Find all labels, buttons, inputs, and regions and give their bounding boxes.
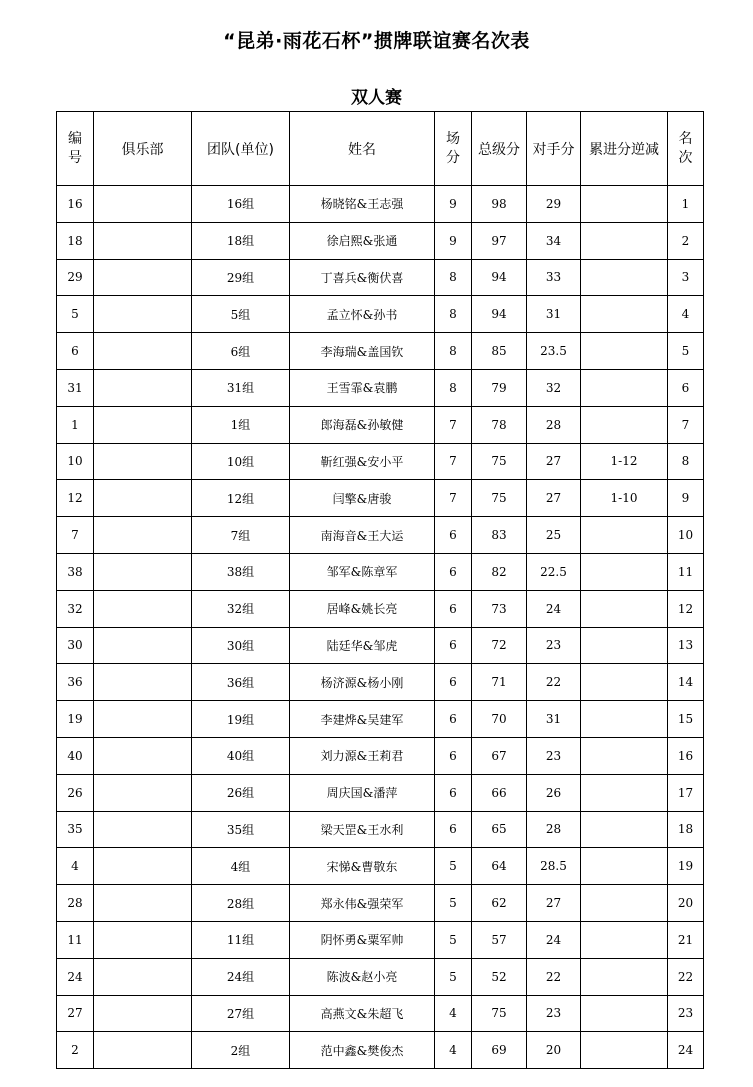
cell-rank: 4 <box>668 296 704 333</box>
cell-name: 李建烨&吴建军 <box>290 701 435 738</box>
cell-progressive-tiebreak <box>581 774 668 811</box>
cell-team: 28组 <box>192 885 290 922</box>
cell-name: 刘力源&王莉君 <box>290 737 435 774</box>
cell-opponent-points: 27 <box>527 885 581 922</box>
cell-number: 12 <box>57 480 94 517</box>
cell-opponent-points: 22 <box>527 664 581 701</box>
cell-total-level-points: 98 <box>472 186 527 223</box>
cell-match-points: 6 <box>435 664 472 701</box>
cell-number: 36 <box>57 664 94 701</box>
cell-name: 邹军&陈章军 <box>290 553 435 590</box>
table-row <box>57 664 704 701</box>
cell-name: 郑永伟&强荣军 <box>290 885 435 922</box>
page-title: “昆弟·雨花石杯”掼牌联谊赛名次表 <box>223 30 530 52</box>
cell-club <box>94 958 192 995</box>
cell-club <box>94 774 192 811</box>
cell-name: 居峰&姚长亮 <box>290 590 435 627</box>
header-total-level-points: 总级分 <box>472 112 527 186</box>
cell-club <box>94 701 192 738</box>
cell-rank: 6 <box>668 369 704 406</box>
cell-total-level-points: 78 <box>472 406 527 443</box>
cell-match-points: 4 <box>435 995 472 1032</box>
cell-number: 6 <box>57 333 94 370</box>
cell-match-points: 6 <box>435 517 472 554</box>
cell-progressive-tiebreak <box>581 958 668 995</box>
cell-progressive-tiebreak <box>581 737 668 774</box>
cell-rank: 8 <box>668 443 704 480</box>
cell-club <box>94 590 192 627</box>
cell-match-points: 5 <box>435 958 472 995</box>
cell-club <box>94 443 192 480</box>
cell-match-points: 6 <box>435 811 472 848</box>
cell-club <box>94 627 192 664</box>
cell-opponent-points: 27 <box>527 443 581 480</box>
cell-rank: 7 <box>668 406 704 443</box>
cell-total-level-points: 82 <box>472 553 527 590</box>
cell-opponent-points: 28.5 <box>527 848 581 885</box>
cell-rank: 22 <box>668 958 704 995</box>
header-club: 俱乐部 <box>94 112 192 186</box>
cell-progressive-tiebreak <box>581 811 668 848</box>
cell-name: 阴怀勇&粟军帅 <box>290 921 435 958</box>
cell-opponent-points: 24 <box>527 921 581 958</box>
table-row <box>57 222 704 259</box>
cell-club <box>94 921 192 958</box>
cell-club <box>94 1032 192 1069</box>
cell-team: 11组 <box>192 921 290 958</box>
cell-match-points: 5 <box>435 848 472 885</box>
cell-name: 徐启熙&张通 <box>290 222 435 259</box>
cell-club <box>94 222 192 259</box>
cell-number: 31 <box>57 369 94 406</box>
cell-opponent-points: 22 <box>527 958 581 995</box>
cell-total-level-points: 57 <box>472 921 527 958</box>
cell-opponent-points: 31 <box>527 701 581 738</box>
table-row <box>57 517 704 554</box>
table-row <box>57 737 704 774</box>
cell-team: 26组 <box>192 774 290 811</box>
table-row <box>57 995 704 1032</box>
cell-progressive-tiebreak: 1-12 <box>581 443 668 480</box>
header-match-points: 场分 <box>435 112 472 186</box>
cell-opponent-points: 25 <box>527 517 581 554</box>
cell-team: 38组 <box>192 553 290 590</box>
cell-total-level-points: 94 <box>472 296 527 333</box>
header-opponent-points: 对手分 <box>527 112 581 186</box>
cell-number: 35 <box>57 811 94 848</box>
cell-rank: 14 <box>668 664 704 701</box>
cell-club <box>94 369 192 406</box>
cell-number: 11 <box>57 921 94 958</box>
cell-match-points: 8 <box>435 259 472 296</box>
cell-name: 李海瑞&盖国钦 <box>290 333 435 370</box>
cell-club <box>94 186 192 223</box>
cell-name: 梁天罡&王水利 <box>290 811 435 848</box>
cell-rank: 17 <box>668 774 704 811</box>
cell-progressive-tiebreak <box>581 921 668 958</box>
cell-team: 36组 <box>192 664 290 701</box>
header-progressive-tiebreak: 累进分逆减 <box>581 112 668 186</box>
page-subtitle: 双人赛 <box>351 88 402 108</box>
cell-total-level-points: 66 <box>472 774 527 811</box>
cell-total-level-points: 62 <box>472 885 527 922</box>
cell-rank: 12 <box>668 590 704 627</box>
cell-number: 28 <box>57 885 94 922</box>
cell-number: 19 <box>57 701 94 738</box>
cell-number: 1 <box>57 406 94 443</box>
cell-name: 靳红强&安小平 <box>290 443 435 480</box>
cell-club <box>94 848 192 885</box>
cell-team: 16组 <box>192 186 290 223</box>
table-row <box>57 553 704 590</box>
cell-total-level-points: 64 <box>472 848 527 885</box>
cell-total-level-points: 97 <box>472 222 527 259</box>
cell-number: 38 <box>57 553 94 590</box>
cell-total-level-points: 85 <box>472 333 527 370</box>
cell-opponent-points: 23 <box>527 995 581 1032</box>
cell-number: 27 <box>57 995 94 1032</box>
cell-rank: 13 <box>668 627 704 664</box>
cell-opponent-points: 23.5 <box>527 333 581 370</box>
cell-name: 南海音&王大运 <box>290 517 435 554</box>
cell-progressive-tiebreak <box>581 590 668 627</box>
cell-team: 32组 <box>192 590 290 627</box>
cell-club <box>94 333 192 370</box>
cell-opponent-points: 28 <box>527 406 581 443</box>
cell-rank: 20 <box>668 885 704 922</box>
cell-number: 29 <box>57 259 94 296</box>
cell-team: 7组 <box>192 517 290 554</box>
cell-number: 16 <box>57 186 94 223</box>
cell-total-level-points: 94 <box>472 259 527 296</box>
cell-total-level-points: 75 <box>472 480 527 517</box>
cell-match-points: 6 <box>435 774 472 811</box>
cell-number: 5 <box>57 296 94 333</box>
cell-progressive-tiebreak <box>581 848 668 885</box>
table-row <box>57 480 704 517</box>
cell-total-level-points: 73 <box>472 590 527 627</box>
cell-name: 范中鑫&樊俊杰 <box>290 1032 435 1069</box>
cell-match-points: 6 <box>435 737 472 774</box>
table-row <box>57 701 704 738</box>
cell-name: 郎海磊&孙敏健 <box>290 406 435 443</box>
cell-total-level-points: 65 <box>472 811 527 848</box>
cell-opponent-points: 20 <box>527 1032 581 1069</box>
cell-club <box>94 259 192 296</box>
cell-name: 杨晓铭&王志强 <box>290 186 435 223</box>
cell-opponent-points: 32 <box>527 369 581 406</box>
cell-rank: 10 <box>668 517 704 554</box>
table-row <box>57 811 704 848</box>
cell-name: 陆廷华&邹虎 <box>290 627 435 664</box>
cell-team: 5组 <box>192 296 290 333</box>
cell-name: 陈波&赵小亮 <box>290 958 435 995</box>
cell-opponent-points: 24 <box>527 590 581 627</box>
cell-rank: 21 <box>668 921 704 958</box>
cell-name: 周庆国&潘萍 <box>290 774 435 811</box>
header-name: 姓名 <box>290 112 435 186</box>
cell-rank: 24 <box>668 1032 704 1069</box>
cell-progressive-tiebreak <box>581 885 668 922</box>
cell-match-points: 9 <box>435 186 472 223</box>
cell-club <box>94 296 192 333</box>
cell-club <box>94 664 192 701</box>
cell-name: 孟立怀&孙书 <box>290 296 435 333</box>
cell-rank: 5 <box>668 333 704 370</box>
cell-opponent-points: 23 <box>527 737 581 774</box>
table-row <box>57 333 704 370</box>
cell-team: 19组 <box>192 701 290 738</box>
cell-opponent-points: 29 <box>527 186 581 223</box>
cell-number: 24 <box>57 958 94 995</box>
cell-progressive-tiebreak <box>581 1032 668 1069</box>
cell-number: 40 <box>57 737 94 774</box>
cell-team: 1组 <box>192 406 290 443</box>
cell-club <box>94 553 192 590</box>
cell-club <box>94 885 192 922</box>
cell-opponent-points: 22.5 <box>527 553 581 590</box>
cell-team: 18组 <box>192 222 290 259</box>
cell-total-level-points: 79 <box>472 369 527 406</box>
cell-name: 高燕文&朱超飞 <box>290 995 435 1032</box>
cell-number: 18 <box>57 222 94 259</box>
cell-match-points: 8 <box>435 333 472 370</box>
cell-rank: 18 <box>668 811 704 848</box>
cell-team: 35组 <box>192 811 290 848</box>
table-row <box>57 443 704 480</box>
cell-opponent-points: 26 <box>527 774 581 811</box>
cell-progressive-tiebreak <box>581 406 668 443</box>
cell-team: 27组 <box>192 995 290 1032</box>
cell-total-level-points: 67 <box>472 737 527 774</box>
cell-total-level-points: 71 <box>472 664 527 701</box>
cell-name: 丁喜兵&衡伏喜 <box>290 259 435 296</box>
table-row <box>57 259 704 296</box>
cell-team: 12组 <box>192 480 290 517</box>
table-row <box>57 296 704 333</box>
cell-opponent-points: 27 <box>527 480 581 517</box>
cell-progressive-tiebreak <box>581 553 668 590</box>
header-rank: 名次 <box>668 112 704 186</box>
table-row <box>57 369 704 406</box>
cell-number: 2 <box>57 1032 94 1069</box>
cell-name: 王雪霏&袁鹏 <box>290 369 435 406</box>
cell-team: 10组 <box>192 443 290 480</box>
cell-rank: 15 <box>668 701 704 738</box>
cell-number: 30 <box>57 627 94 664</box>
cell-total-level-points: 75 <box>472 995 527 1032</box>
cell-number: 26 <box>57 774 94 811</box>
table-row <box>57 885 704 922</box>
cell-total-level-points: 52 <box>472 958 527 995</box>
table-row <box>57 186 704 223</box>
cell-number: 4 <box>57 848 94 885</box>
header-team: 团队(单位) <box>192 112 290 186</box>
cell-progressive-tiebreak <box>581 186 668 223</box>
cell-name: 宋悌&曹敬东 <box>290 848 435 885</box>
cell-total-level-points: 75 <box>472 443 527 480</box>
cell-progressive-tiebreak: 1-10 <box>581 480 668 517</box>
cell-match-points: 4 <box>435 1032 472 1069</box>
ranking-table <box>56 111 704 1069</box>
cell-progressive-tiebreak <box>581 627 668 664</box>
cell-match-points: 6 <box>435 627 472 664</box>
cell-match-points: 5 <box>435 885 472 922</box>
cell-total-level-points: 70 <box>472 701 527 738</box>
cell-match-points: 7 <box>435 480 472 517</box>
cell-match-points: 7 <box>435 406 472 443</box>
cell-club <box>94 737 192 774</box>
cell-progressive-tiebreak <box>581 259 668 296</box>
cell-match-points: 9 <box>435 222 472 259</box>
table-row <box>57 958 704 995</box>
table-row <box>57 627 704 664</box>
cell-progressive-tiebreak <box>581 369 668 406</box>
cell-match-points: 5 <box>435 921 472 958</box>
cell-match-points: 7 <box>435 443 472 480</box>
cell-progressive-tiebreak <box>581 701 668 738</box>
cell-progressive-tiebreak <box>581 517 668 554</box>
cell-total-level-points: 72 <box>472 627 527 664</box>
cell-rank: 3 <box>668 259 704 296</box>
table-row <box>57 406 704 443</box>
cell-team: 2组 <box>192 1032 290 1069</box>
cell-number: 7 <box>57 517 94 554</box>
cell-opponent-points: 34 <box>527 222 581 259</box>
cell-match-points: 8 <box>435 296 472 333</box>
cell-rank: 16 <box>668 737 704 774</box>
header-row <box>57 112 704 186</box>
cell-opponent-points: 33 <box>527 259 581 296</box>
cell-team: 31组 <box>192 369 290 406</box>
cell-name: 杨济源&杨小刚 <box>290 664 435 701</box>
cell-rank: 2 <box>668 222 704 259</box>
cell-club <box>94 480 192 517</box>
cell-club <box>94 811 192 848</box>
table-row <box>57 848 704 885</box>
cell-progressive-tiebreak <box>581 222 668 259</box>
cell-total-level-points: 69 <box>472 1032 527 1069</box>
cell-opponent-points: 23 <box>527 627 581 664</box>
cell-club <box>94 517 192 554</box>
cell-opponent-points: 28 <box>527 811 581 848</box>
cell-name: 闫擎&唐骏 <box>290 480 435 517</box>
cell-team: 24组 <box>192 958 290 995</box>
cell-club <box>94 406 192 443</box>
cell-match-points: 8 <box>435 369 472 406</box>
header-number: 编号 <box>57 112 94 186</box>
cell-team: 29组 <box>192 259 290 296</box>
cell-progressive-tiebreak <box>581 664 668 701</box>
cell-rank: 23 <box>668 995 704 1032</box>
cell-rank: 1 <box>668 186 704 223</box>
cell-rank: 9 <box>668 480 704 517</box>
cell-team: 30组 <box>192 627 290 664</box>
cell-total-level-points: 83 <box>472 517 527 554</box>
cell-team: 6组 <box>192 333 290 370</box>
cell-number: 32 <box>57 590 94 627</box>
cell-opponent-points: 31 <box>527 296 581 333</box>
cell-team: 40组 <box>192 737 290 774</box>
cell-progressive-tiebreak <box>581 333 668 370</box>
cell-match-points: 6 <box>435 701 472 738</box>
cell-rank: 11 <box>668 553 704 590</box>
table-row <box>57 921 704 958</box>
table-row <box>57 590 704 627</box>
cell-progressive-tiebreak <box>581 296 668 333</box>
cell-match-points: 6 <box>435 553 472 590</box>
cell-progressive-tiebreak <box>581 995 668 1032</box>
table-row <box>57 1032 704 1069</box>
cell-rank: 19 <box>668 848 704 885</box>
cell-number: 10 <box>57 443 94 480</box>
cell-match-points: 6 <box>435 590 472 627</box>
table-row <box>57 774 704 811</box>
cell-club <box>94 995 192 1032</box>
cell-team: 4组 <box>192 848 290 885</box>
